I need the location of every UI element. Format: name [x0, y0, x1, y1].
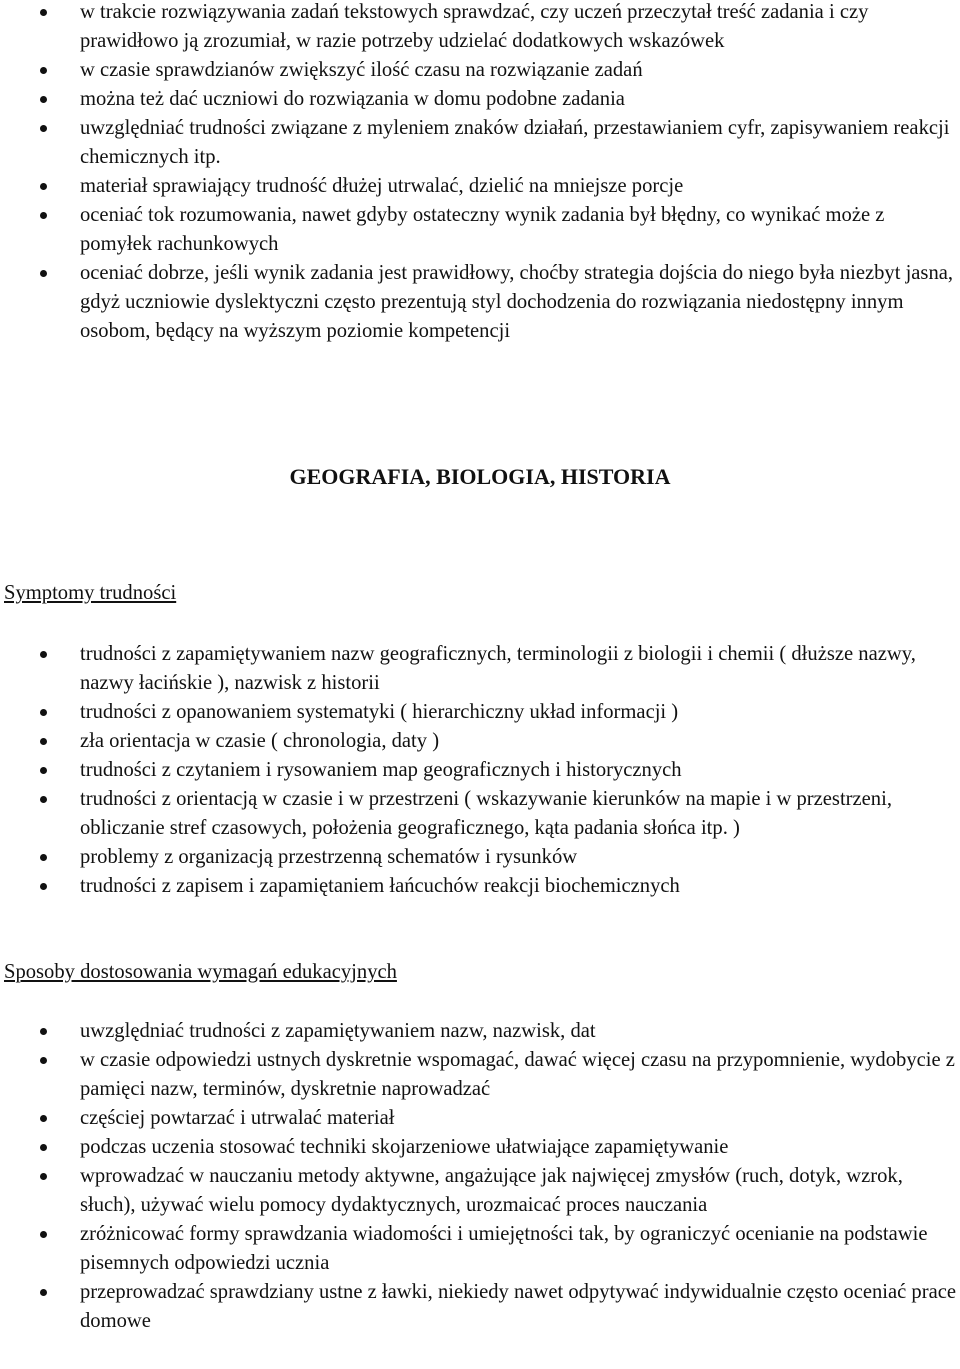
list-item	[0, 785, 960, 843]
methods-subheading: Sposoby dostosowania wymagań edukacyjnych	[4, 961, 397, 983]
section-heading: GEOGRAFIA, BIOLOGIA, HISTORIA	[289, 464, 671, 489]
list-item-text: wprowadzać w nauczaniu metody aktywne, angażujące jak najwięcej zmysłów (ruch, dotyk, wzrok, słuch), używać wielu pomocy dydaktycznych, urozmaicać proces nauczania	[80, 1165, 903, 1216]
bullet-icon	[40, 270, 47, 277]
list-item	[0, 727, 960, 756]
list-item-text: trudności z zapisem i zapamiętaniem łańcuchów reakcji biochemicznych	[80, 875, 680, 897]
symptoms-list	[0, 640, 960, 901]
symptoms-subheading: Symptomy trudności	[4, 582, 177, 604]
bullet-icon	[40, 1057, 47, 1064]
list-item-text: uwzględniać trudności z zapamiętywaniem nazw, nazwisk, dat	[80, 1020, 596, 1042]
list-item-text: w czasie odpowiedzi ustnych dyskretnie wspomagać, dawać więcej czasu na przypomnienie, wydobycie z pamięci nazw, terminów, dyskretnie naprowadzać	[80, 1049, 955, 1100]
list-item-text: można też dać uczniowi do rozwiązania w domu podobne zadania	[80, 88, 625, 110]
list-item	[0, 201, 960, 259]
list-item	[0, 1046, 960, 1104]
bullet-icon	[40, 183, 47, 190]
list-item-text: trudności z zapamiętywaniem nazw geograficznych, terminologii z biologii i chemii ( dłuższe nazwy, nazwy łacińskie ), nazwisk z historii	[80, 643, 916, 694]
list-item-text: podczas uczenia stosować techniki skojarzeniowe ułatwiające zapamiętywanie	[80, 1136, 729, 1158]
top-bullet-list	[0, 0, 960, 346]
list-item-text: w trakcie rozwiązywania zadań tekstowych sprawdzać, czy uczeń przeczytał treść zadania i czy prawidłowo ją zrozumiał, w razie potrzeby udzielać dodatkowych wskazówek	[80, 1, 869, 52]
list-item	[0, 1278, 960, 1336]
list-item	[0, 843, 960, 872]
list-item	[0, 1017, 960, 1046]
list-item-text: uwzględniać trudności związane z myleniem znaków działań, przestawianiem cyfr, zapisywaniem reakcji chemicznych itp.	[80, 117, 950, 168]
bullet-icon	[40, 96, 47, 103]
list-item-text: trudności z opanowaniem systematyki ( hierarchiczny układ informacji )	[80, 701, 679, 723]
list-item	[0, 1104, 960, 1133]
list-item-text: oceniać tok rozumowania, nawet gdyby ostateczny wynik zadania był błędny, co wynikać może z pomyłek rachunkowych	[80, 204, 885, 255]
bullet-icon	[40, 1028, 47, 1035]
bullet-icon	[40, 651, 47, 658]
list-item	[0, 56, 960, 85]
bullet-icon	[40, 709, 47, 716]
bullet-icon	[40, 125, 47, 132]
methods-list	[0, 1017, 960, 1336]
bullet-icon	[40, 1173, 47, 1180]
list-item	[0, 756, 960, 785]
bullet-icon	[40, 212, 47, 219]
list-item-text: trudności z czytaniem i rysowaniem map geograficznych i historycznych	[80, 759, 682, 781]
list-item-text: zróżnicować formy sprawdzania wiadomości i umiejętności tak, by ograniczyć ocenianie na podstawie pisemnych odpowiedzi ucznia	[80, 1223, 928, 1274]
list-item	[0, 872, 960, 901]
bullet-icon	[40, 767, 47, 774]
list-item	[0, 85, 960, 114]
list-item-text: problemy z organizacją przestrzenną schematów i rysunków	[80, 846, 578, 868]
list-item	[0, 114, 960, 172]
list-item	[0, 259, 960, 346]
bullet-icon	[40, 1289, 47, 1296]
list-item	[0, 698, 960, 727]
bullet-icon	[40, 1144, 47, 1151]
list-item	[0, 1162, 960, 1220]
list-item-text: częściej powtarzać i utrwalać materiał	[80, 1107, 395, 1129]
bullet-icon	[40, 1231, 47, 1238]
list-item-text: oceniać dobrze, jeśli wynik zadania jest prawidłowy, choćby strategia dojścia do niego była niezbyt jasna, gdyż uczniowie dyslektyczni często prezentują styl dochodzenia do rozwiązania niedostępny innym osobom, będący na wyższym poziomie kompetencji	[80, 262, 954, 342]
bullet-icon	[40, 67, 47, 74]
bullet-icon	[40, 883, 47, 890]
bullet-icon	[40, 738, 47, 745]
list-item	[0, 640, 960, 698]
list-item-text: materiał sprawiający trudność dłużej utrwalać, dzielić na mniejsze porcje	[80, 175, 684, 197]
list-item-text: trudności z orientacją w czasie i w przestrzeni ( wskazywanie kierunków na mapie i w przestrzeni, obliczanie stref czasowych, położenia geograficznego, kąta padania słońca itp. )	[80, 788, 892, 839]
list-item-text: w czasie sprawdzianów zwiększyć ilość czasu na rozwiązanie zadań	[80, 59, 643, 81]
list-item	[0, 1220, 960, 1278]
list-item	[0, 0, 960, 56]
list-item-text: zła orientacja w czasie ( chronologia, daty )	[80, 730, 440, 752]
bullet-icon	[40, 9, 47, 16]
bullet-icon	[40, 854, 47, 861]
bullet-icon	[40, 796, 47, 803]
list-item	[0, 172, 960, 201]
list-item	[0, 1133, 960, 1162]
bullet-icon	[40, 1115, 47, 1122]
list-item-text: przeprowadzać sprawdziany ustne z ławki, niekiedy nawet odpytywać indywidualnie często oceniać prace domowe	[80, 1281, 957, 1332]
